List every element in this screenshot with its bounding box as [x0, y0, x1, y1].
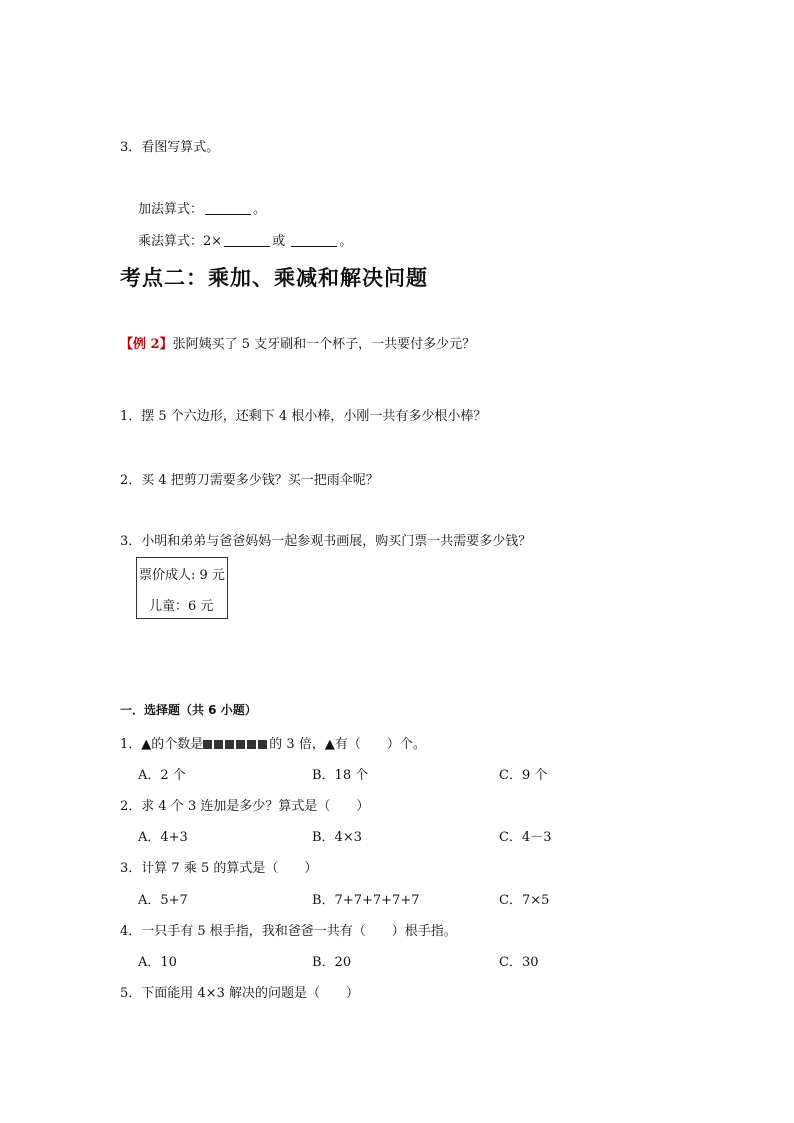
square-icon: [247, 740, 256, 749]
addition-period: 。: [253, 202, 267, 217]
addition-formula-line: [138, 198, 266, 217]
choice-section-title: 一．选择题（共 6 小题）: [120, 703, 257, 717]
problem-3: 3．小明和弟弟与爸爸妈妈一起参观书画展，购买门票一共需要多少钱？: [120, 534, 532, 549]
choice-q4-option-b: B．20: [312, 955, 352, 970]
multiplication-or: 或: [272, 234, 286, 249]
choice-q3-option-a: A．5+7: [138, 893, 188, 908]
example-text: 张阿姨买了 5 支牙刷和一个杯子，一共要付多少元？: [172, 337, 476, 352]
choice-q2-option-a: A．4+3: [138, 830, 188, 845]
multiplication-period: 。: [339, 234, 353, 249]
question-3-title: 3．看图写算式。: [120, 140, 220, 155]
choice-q1-option-b: B．18 个: [312, 768, 369, 783]
example-tag: 【例 2】: [120, 337, 173, 352]
example-2: [120, 333, 475, 352]
square-icon: [203, 740, 212, 749]
choice-question-4: 4．一只手有 5 根手指，我和爸爸一共有（ ）根手指。: [120, 924, 457, 939]
ticket-child-price: 儿童：6 元: [149, 599, 214, 614]
multiplication-formula-line: [138, 230, 352, 249]
problem-1: 1．摆 5 个六边形，还剩下 4 根小棒，小刚一共有多少根小棒？: [120, 409, 487, 424]
square-icons: [203, 738, 269, 753]
choice-q4-option-c: C．30: [499, 955, 539, 970]
multiplication-blank-2: [291, 232, 337, 247]
choice-q2-option-c: C．4－3: [499, 830, 552, 845]
square-icon: [236, 740, 245, 749]
choice-question-1: [120, 733, 426, 753]
ticket-price-box: [136, 557, 228, 619]
addition-label: 加法算式：: [138, 202, 204, 217]
choice-question-2: 2．求 4 个 3 连加是多少？算式是（ ）: [120, 799, 370, 814]
choice-question-5: 5．下面能用 4×3 解决的问题是（ ）: [120, 986, 359, 1001]
ticket-adult-price: 票价成人: 9 元: [139, 568, 225, 583]
choice-q1-option-a: A．2 个: [138, 768, 186, 783]
section-heading: 考点二：乘加、乘减和解决问题: [120, 266, 428, 290]
multiplication-blank-1: [224, 232, 270, 247]
choice-q1-prefix: 1．▲的个数是: [120, 737, 204, 752]
addition-blank: [205, 200, 251, 215]
choice-question-3: 3．计算 7 乘 5 的算式是（ ）: [120, 861, 318, 876]
square-icon: [258, 740, 267, 749]
choice-q1-option-c: C．9 个: [499, 768, 548, 783]
choice-q4-option-a: A．10: [138, 955, 177, 970]
square-icon: [225, 740, 234, 749]
problem-2: 2．买 4 把剪刀需要多少钱？买一把雨伞呢？: [120, 473, 379, 488]
choice-q2-option-b: B．4×3: [312, 830, 362, 845]
square-icon: [214, 740, 223, 749]
multiplication-label: 乘法算式：2×: [138, 234, 223, 249]
choice-q3-option-b: B．7+7+7+7+7: [312, 893, 420, 908]
choice-q3-option-c: C．7×5: [499, 893, 550, 908]
choice-q1-suffix: 的 3 倍，▲有（ ）个。: [269, 737, 426, 752]
